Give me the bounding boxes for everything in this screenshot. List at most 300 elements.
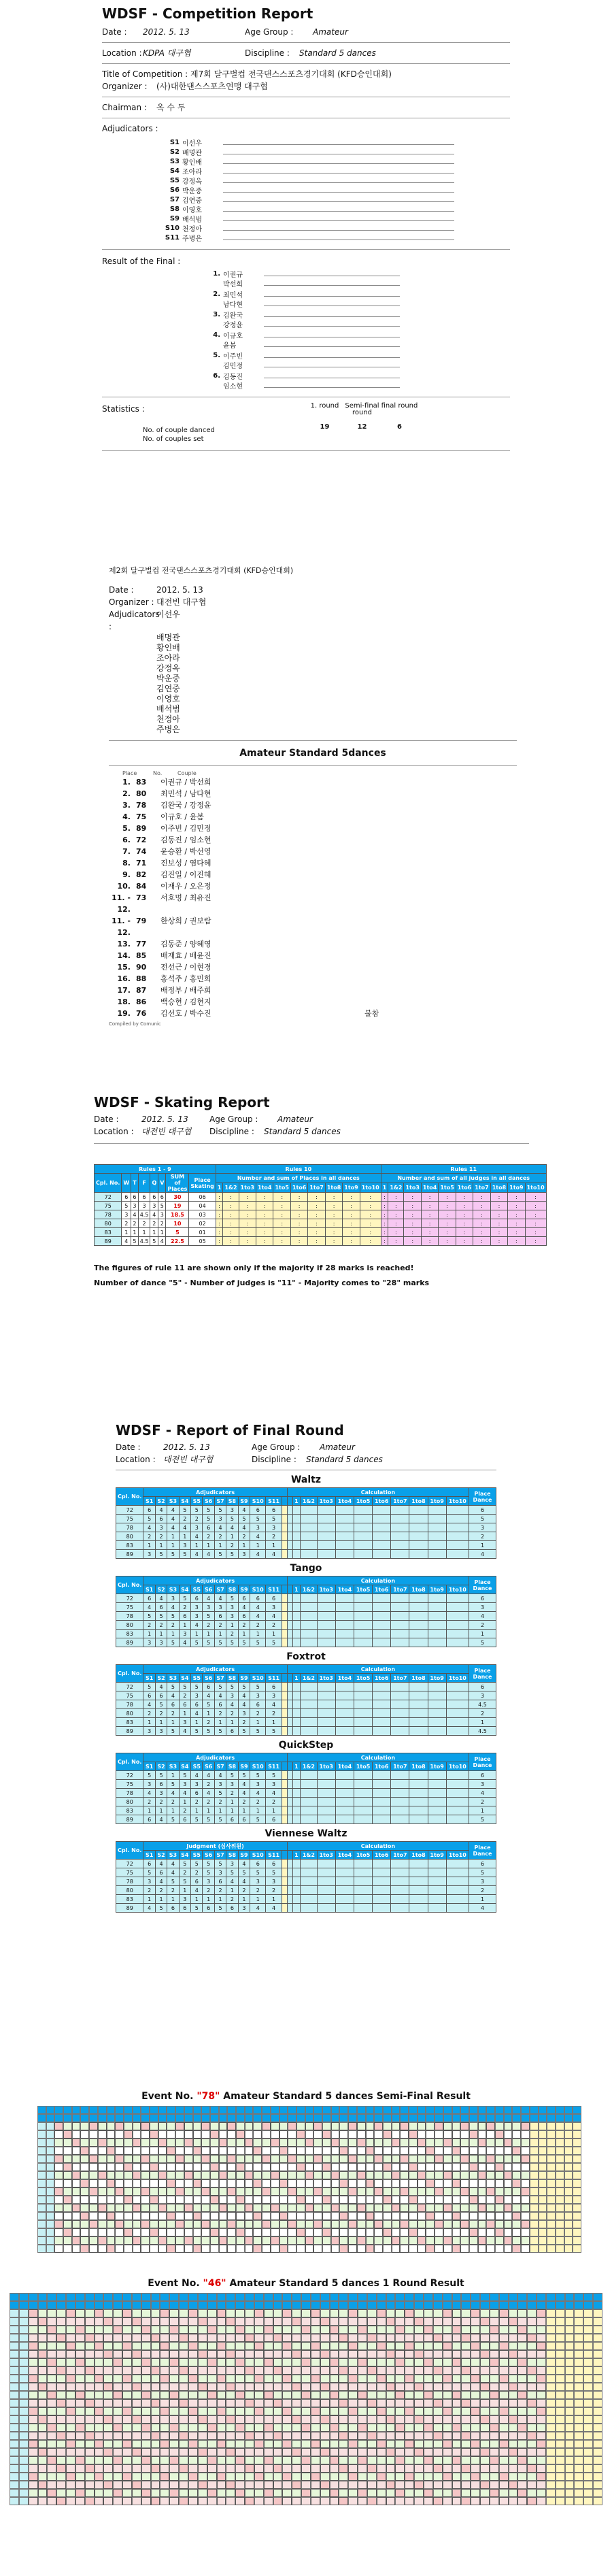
grid-cell xyxy=(593,2358,602,2366)
grid-cell xyxy=(556,2171,564,2179)
grid-cell xyxy=(499,2497,509,2505)
grid-cell xyxy=(198,2366,207,2375)
grid-cell xyxy=(504,2163,513,2171)
adjudicator-name: 이선우 xyxy=(182,139,202,148)
grid-cell xyxy=(54,2245,63,2253)
grid-cell xyxy=(556,2415,565,2424)
grid-cell xyxy=(184,2212,193,2220)
rank-place: 15. xyxy=(117,963,131,972)
grid-cell xyxy=(54,2196,63,2204)
grid-cell xyxy=(358,2464,367,2473)
grid-cell xyxy=(122,2366,132,2375)
grid-cell xyxy=(210,2130,219,2139)
judge-mark: 3 xyxy=(203,1877,214,1886)
calc-header: 1 xyxy=(292,1585,300,1594)
grid-cell xyxy=(348,2350,358,2358)
grid-header-cell xyxy=(236,2114,245,2122)
grid-cell xyxy=(282,2383,292,2391)
grid-cell xyxy=(29,2350,38,2358)
judge-mark: 1 xyxy=(266,1806,282,1815)
final-place: 6. xyxy=(213,371,220,380)
grid-cell xyxy=(113,2375,122,2383)
grid-cell xyxy=(414,2440,424,2448)
judge-header: S10 xyxy=(250,1762,266,1771)
grid-cell xyxy=(227,2196,236,2204)
judge-header: S8 xyxy=(226,1674,238,1683)
grid-cell xyxy=(19,2497,29,2505)
grid-cell xyxy=(443,2473,452,2481)
grid-cell xyxy=(330,2399,339,2407)
gap-cell xyxy=(282,1877,287,1886)
judge-mark: 6 xyxy=(226,1904,238,1913)
judge-header: S8 xyxy=(226,1851,238,1860)
grid-cell xyxy=(226,2448,235,2456)
grid-cell xyxy=(573,2245,581,2253)
grid-cell xyxy=(573,2196,581,2204)
grid-cell xyxy=(158,2212,167,2220)
grid-cell xyxy=(169,2464,179,2473)
grid-cell xyxy=(38,2415,48,2424)
grid-cell xyxy=(103,2407,113,2415)
calc-cell xyxy=(301,1630,318,1638)
grid-cell xyxy=(175,2245,184,2253)
grid-header-cell xyxy=(305,2106,314,2114)
grid-cell xyxy=(374,2155,383,2163)
grid-cell xyxy=(512,2212,521,2220)
judge-mark: 5 xyxy=(167,1815,179,1824)
grid-cell xyxy=(151,2481,160,2489)
grid-cell xyxy=(80,2122,89,2130)
grid-cell xyxy=(38,2432,48,2440)
grid-cell xyxy=(72,2212,81,2220)
grid-cell xyxy=(322,2245,331,2253)
grid-cell xyxy=(460,2155,469,2163)
grid-cell xyxy=(367,2358,377,2366)
gap-cell xyxy=(287,1630,292,1638)
grid-cell xyxy=(392,2228,401,2236)
calc-header: 1to7 xyxy=(391,1497,409,1506)
rule10-cell: : xyxy=(308,1228,325,1237)
grid-cell xyxy=(556,2317,565,2326)
grid-cell xyxy=(72,2171,81,2179)
grid-cell xyxy=(565,2489,575,2497)
grid-cell xyxy=(583,2358,593,2366)
grid-cell xyxy=(339,2497,348,2505)
grid-cell xyxy=(160,2456,169,2464)
grid-cell xyxy=(56,2334,66,2342)
grid-cell xyxy=(150,2163,158,2171)
grid-cell xyxy=(124,2187,133,2196)
grid-cell xyxy=(583,2415,593,2424)
grid-cell xyxy=(150,2204,158,2212)
grid-cell xyxy=(245,2171,254,2179)
rank-number: 82 xyxy=(136,870,147,879)
grid-cell xyxy=(583,2350,593,2358)
grid-cell xyxy=(288,2187,296,2196)
grid-cell xyxy=(54,2212,63,2220)
grid-cell xyxy=(66,2358,75,2366)
judge-header: S3 xyxy=(167,1762,179,1771)
grid-cell xyxy=(103,2497,113,2505)
grid-cell xyxy=(296,2147,305,2155)
grid-cell xyxy=(480,2383,490,2391)
judge-header: S3 xyxy=(167,1497,179,1506)
grid-cell xyxy=(37,2212,46,2220)
grid-cell xyxy=(141,2399,151,2407)
grid-cell xyxy=(377,2440,386,2448)
rank-number: 72 xyxy=(136,836,147,844)
judge-mark: 2 xyxy=(266,1709,282,1718)
grid-cell xyxy=(47,2473,56,2481)
grid-cell xyxy=(486,2220,495,2228)
adjudicator-code: S8 xyxy=(169,205,180,213)
grid-cell xyxy=(331,2130,340,2139)
grid-cell xyxy=(282,2424,292,2432)
grid-cell xyxy=(29,2448,38,2456)
grid-cell xyxy=(537,2375,546,2383)
grid-cell xyxy=(115,2245,124,2253)
grid-cell xyxy=(490,2326,499,2334)
grid-cell xyxy=(530,2187,539,2196)
grid-cell xyxy=(322,2171,331,2179)
grid-cell xyxy=(546,2481,556,2489)
grid-cell xyxy=(38,2366,48,2375)
grid-header-cell xyxy=(593,2293,602,2301)
grid-cell xyxy=(358,2375,367,2383)
dance-header: V xyxy=(158,1174,166,1193)
grid-cell xyxy=(29,2481,38,2489)
grid-cell xyxy=(517,2497,527,2505)
dance-place: 3 xyxy=(131,1202,138,1210)
grid-cell xyxy=(262,2122,271,2130)
grid-cell xyxy=(288,2220,296,2228)
grid-cell xyxy=(89,2204,98,2212)
rule11-cell: : xyxy=(473,1202,490,1210)
grid-header-cell xyxy=(85,2301,95,2309)
judge-mark: 5 xyxy=(266,1727,282,1736)
place-dance: 1 xyxy=(469,1630,496,1638)
dance-place: 3 xyxy=(158,1210,166,1219)
grid-cell xyxy=(547,2130,556,2139)
grid-cell xyxy=(377,2497,386,2505)
grid-cell xyxy=(461,2407,471,2415)
grid-cell xyxy=(37,2130,46,2139)
grid-cell xyxy=(509,2415,518,2424)
grid-cell xyxy=(330,2415,339,2424)
grid-cell xyxy=(132,2456,141,2464)
grid-cell xyxy=(452,2489,462,2497)
grid-cell xyxy=(201,2220,210,2228)
grid-cell xyxy=(537,2366,546,2375)
grid-cell xyxy=(141,2228,150,2236)
grid-cell xyxy=(443,2432,452,2440)
grid-cell xyxy=(405,2309,414,2317)
judge-header: S3 xyxy=(167,1585,179,1594)
grid-cell xyxy=(262,2163,271,2171)
grid-header-cell xyxy=(358,2301,367,2309)
calc-col-header: 1to10 xyxy=(360,1183,381,1193)
final-leader-line xyxy=(204,350,510,360)
grid-cell xyxy=(469,2220,478,2228)
grid-cell xyxy=(98,2212,107,2220)
grid-cell xyxy=(226,2407,235,2415)
grid-cell xyxy=(151,2350,160,2358)
grid-cell xyxy=(395,2358,405,2366)
grid-cell xyxy=(409,2196,418,2204)
grid-cell xyxy=(495,2187,504,2196)
judge-mark: 6 xyxy=(250,1700,266,1709)
grid-cell xyxy=(301,2342,311,2350)
grid-cell xyxy=(574,2448,583,2456)
ranking-row xyxy=(109,788,517,799)
judge-mark: 3 xyxy=(143,1638,155,1647)
gap-cell xyxy=(287,1603,292,1612)
grid-cell xyxy=(565,2432,575,2440)
grid-cell xyxy=(201,2204,210,2212)
fr-age-label: Age Group : xyxy=(252,1442,301,1452)
grid-cell xyxy=(583,2432,593,2440)
grid-cell xyxy=(179,2407,188,2415)
grid-cell xyxy=(10,2473,19,2481)
grid-cell xyxy=(253,2147,262,2155)
grid-cell xyxy=(207,2497,217,2505)
grid-cell xyxy=(383,2163,392,2171)
calc-cell xyxy=(335,1718,354,1727)
grid-cell xyxy=(331,2228,340,2236)
judge-mark: 3 xyxy=(143,1550,155,1559)
calc-col-header: 1 xyxy=(381,1183,388,1193)
place-dance: 6 xyxy=(469,1860,496,1868)
calc-cell xyxy=(317,1638,335,1647)
gap-cell xyxy=(282,1709,287,1718)
grid-cell xyxy=(573,2179,581,2187)
rule11-cell: : xyxy=(381,1237,388,1246)
calc-cell xyxy=(292,1523,300,1532)
grid-cell xyxy=(132,2440,141,2448)
calc-cell xyxy=(335,1727,354,1736)
grid-cell xyxy=(414,2342,424,2350)
judge-mark: 4 xyxy=(167,1523,179,1532)
calc-cell xyxy=(446,1550,469,1559)
grid-cell xyxy=(184,2236,193,2245)
grid-cell xyxy=(426,2155,435,2163)
calc-cell xyxy=(428,1789,446,1798)
grid-cell xyxy=(282,2440,292,2448)
grid-cell xyxy=(184,2245,193,2253)
judge-mark: 5 xyxy=(250,1515,266,1523)
grid-header-cell xyxy=(253,2114,262,2122)
grid-cell xyxy=(311,2497,320,2505)
grid-cell xyxy=(471,2350,480,2358)
adjudicator-code: S6 xyxy=(169,186,180,194)
grid-header-cell xyxy=(521,2114,530,2122)
judge-header: S10 xyxy=(250,1851,266,1860)
grid-cell xyxy=(435,2163,443,2171)
rule10-cell: : xyxy=(325,1228,342,1237)
rule11-cell: : xyxy=(525,1228,546,1237)
grid-cell xyxy=(486,2212,495,2220)
grid-cell xyxy=(435,2179,443,2187)
gap-cell xyxy=(287,1594,292,1603)
grid-header-cell xyxy=(95,2293,104,2301)
cpl-no-header: Cpl. No. xyxy=(95,1174,122,1193)
grid-cell xyxy=(122,2350,132,2358)
grid-cell xyxy=(433,2481,443,2489)
place-dance: 3 xyxy=(469,1877,496,1886)
adjudicator-line xyxy=(223,187,454,193)
grid-cell xyxy=(400,2122,409,2130)
adjudicator-name: 배명관 xyxy=(182,149,202,157)
gap-cell xyxy=(287,1550,292,1559)
judge-mark: 1 xyxy=(238,1541,250,1550)
grid-cell xyxy=(392,2130,401,2139)
grid-cell xyxy=(133,2196,141,2204)
grid-cell xyxy=(179,2432,188,2440)
grid-cell xyxy=(103,2464,113,2473)
grid-cell xyxy=(374,2130,383,2139)
judge-mark: 4 xyxy=(266,1789,282,1798)
grid-cell xyxy=(357,2228,366,2236)
grid-cell xyxy=(366,2155,375,2163)
grid-cell xyxy=(167,2155,175,2163)
grid-cell xyxy=(85,2424,95,2432)
judge-mark: 2 xyxy=(191,1515,203,1523)
grid-cell xyxy=(377,2326,386,2334)
judge-header: S8 xyxy=(226,1762,238,1771)
grid-cell xyxy=(490,2391,499,2399)
grid-cell xyxy=(395,2350,405,2358)
judge-mark: 6 xyxy=(143,1860,155,1868)
grid-cell xyxy=(56,2309,66,2317)
grid-cell xyxy=(330,2342,339,2350)
grid-cell xyxy=(37,2236,46,2245)
grid-cell xyxy=(443,2383,452,2391)
judge-mark: 1 xyxy=(191,1541,203,1550)
grid-header-cell xyxy=(264,2293,273,2301)
grid-cell xyxy=(227,2187,236,2196)
grid-cell xyxy=(366,2196,375,2204)
grid-cell xyxy=(56,2317,66,2326)
grid-cell xyxy=(19,2481,29,2489)
judge-mark: 6 xyxy=(179,1815,190,1824)
final-result-row xyxy=(204,371,510,390)
calc-cell xyxy=(373,1541,391,1550)
grid-cell xyxy=(386,2415,396,2424)
grid-cell xyxy=(201,2228,210,2236)
calc-col-header: 1to6 xyxy=(290,1183,307,1193)
judge-mark: 4 xyxy=(238,1523,250,1532)
grid-cell xyxy=(452,2228,461,2236)
grid-cell xyxy=(115,2122,124,2130)
grid-cell xyxy=(546,2432,556,2440)
grid-cell xyxy=(339,2326,348,2334)
grid-header-cell xyxy=(288,2114,296,2122)
grid-cell xyxy=(184,2179,193,2187)
grid-cell xyxy=(330,2424,339,2432)
grid-header-cell xyxy=(414,2293,424,2301)
grid-header-cell xyxy=(167,2106,175,2114)
judge-mark: 2 xyxy=(266,1798,282,1806)
judge-mark: 5 xyxy=(191,1683,203,1691)
grid-header-cell xyxy=(179,2293,188,2301)
grid-header-cell xyxy=(210,2114,219,2122)
cpl-no: 72 xyxy=(116,1860,143,1868)
cpl-no: 89 xyxy=(116,1727,143,1736)
grid-cell xyxy=(443,2407,452,2415)
judge-mark: 4 xyxy=(266,1550,282,1559)
grid-cell xyxy=(46,2236,55,2245)
grid-cell xyxy=(141,2481,151,2489)
grid-cell xyxy=(141,2309,151,2317)
grid-cell xyxy=(499,2375,509,2383)
grid-cell xyxy=(179,2424,188,2432)
judge-mark: 2 xyxy=(238,1718,250,1727)
rule10-cell: : xyxy=(360,1228,381,1237)
judge-mark: 5 xyxy=(203,1515,214,1523)
grid-cell xyxy=(253,2220,262,2228)
grid-header-cell xyxy=(331,2106,340,2114)
grid-cell xyxy=(461,2334,471,2342)
grid-header-cell xyxy=(517,2293,527,2301)
grid-cell xyxy=(409,2139,418,2147)
grid-cell xyxy=(469,2212,478,2220)
semi-event-no: "78" xyxy=(197,2091,220,2102)
judge-mark: 4 xyxy=(191,1709,203,1718)
calc-header: 1to4 xyxy=(335,1851,354,1860)
calc-cell xyxy=(335,1550,354,1559)
dance-header-row xyxy=(116,1576,496,1585)
grid-cell xyxy=(509,2309,518,2317)
grid-cell xyxy=(358,2366,367,2375)
grid-cell xyxy=(296,2163,305,2171)
grid-cell xyxy=(339,2212,348,2220)
rk-adjudicator: 김연중 xyxy=(156,684,180,693)
calc-cell xyxy=(301,1727,318,1736)
grid-cell xyxy=(574,2350,583,2358)
rule10-cell: : xyxy=(360,1193,381,1202)
final-leader: 김동진 xyxy=(223,373,243,381)
grid-cell xyxy=(122,2407,132,2415)
grid-cell xyxy=(198,2317,207,2326)
grid-cell xyxy=(63,2204,72,2212)
skating-row xyxy=(95,1202,547,1210)
grid-cell xyxy=(330,2375,339,2383)
calc-cell xyxy=(335,1886,354,1895)
grid-cell xyxy=(160,2342,169,2350)
sk-date-value: 2012. 5. 13 xyxy=(141,1114,188,1124)
grid-cell xyxy=(499,2464,509,2473)
judge-mark: 1 xyxy=(214,1630,226,1638)
dance-place: 2 xyxy=(138,1219,150,1228)
cpl-no: 75 xyxy=(116,1780,143,1789)
gap-cell xyxy=(282,1594,287,1603)
grid-cell xyxy=(358,2424,367,2432)
grid-cell xyxy=(452,2399,462,2407)
final-leader-line xyxy=(204,269,510,278)
grid-cell xyxy=(160,2440,169,2448)
grid-cell xyxy=(132,2366,141,2375)
grid-cell xyxy=(193,2155,202,2163)
grid-cell xyxy=(115,2139,124,2147)
grid-cell xyxy=(80,2147,89,2155)
calc-cell xyxy=(409,1868,428,1877)
grid-cell xyxy=(95,2317,104,2326)
calc-cell xyxy=(446,1515,469,1523)
grid-header-cell xyxy=(426,2114,435,2122)
grid-header-cell xyxy=(461,2293,471,2301)
calc-header: 1to3 xyxy=(317,1851,335,1860)
dance-row xyxy=(116,1877,496,1886)
